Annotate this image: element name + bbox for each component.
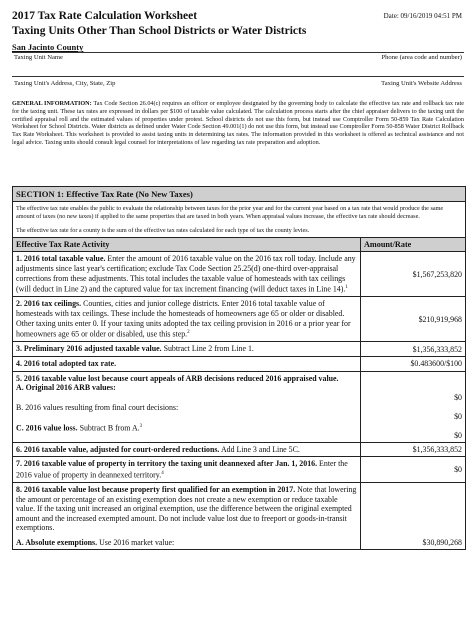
section1-desc-para1: The effective tax rate enables the public to evaluate the relationship between taxes for the prior year and for the current year based on a tax rate that would produce the same amount of taxes (no new taxes) if applied to the same properties that are taxed in both years. When appraisal values increase, the effective tax rate should decrease. bbox=[16, 205, 444, 220]
line6-text: Add Line 3 and Line 5C. bbox=[219, 444, 300, 454]
line5b-value: $0 bbox=[454, 411, 462, 421]
line3-title: 3. Preliminary 2016 adjusted taxable value. bbox=[16, 344, 162, 354]
table-row bbox=[13, 457, 465, 483]
line3-value: $1,356,333,852 bbox=[412, 344, 462, 354]
line1-title: 1. 2016 total taxable value. bbox=[16, 254, 106, 264]
general-information bbox=[12, 100, 464, 147]
worksheet-subtitle: Taxing Units Other Than School Districts or Water Districts bbox=[12, 25, 307, 37]
line5a-label: A. Original 2016 ARB values: bbox=[16, 383, 116, 393]
line6-value: $1,356,333,852 bbox=[412, 444, 462, 454]
line2-title: 2. 2016 tax ceilings. bbox=[16, 299, 82, 309]
table-row bbox=[13, 443, 465, 458]
website-label: Taxing Unit's Website Address bbox=[381, 80, 462, 87]
section1-table bbox=[12, 186, 466, 550]
table-row bbox=[13, 252, 465, 297]
table-row bbox=[13, 297, 465, 342]
line5-title: 5. 2016 taxable value lost because court appeals of ARB decisions reduced 2016 appraised value. bbox=[16, 373, 339, 383]
general-info-label: GENERAL INFORMATION: bbox=[12, 100, 92, 107]
worksheet-page bbox=[12, 10, 464, 548]
table-header-row bbox=[13, 238, 465, 253]
line8-title: 8. 2016 taxable value lost because property first qualified for an exemption in 2017. bbox=[16, 484, 296, 494]
line7-title: 7. 2016 taxable value of property in territory the taxing unit deannexed after Jan. 1, 2016. bbox=[16, 459, 318, 469]
line8a-title: A. Absolute exemptions. bbox=[16, 537, 98, 547]
section1-title: SECTION 1: Effective Tax Rate (No New Taxes) bbox=[13, 187, 465, 202]
taxing-unit-name-value: San Jacinto County bbox=[12, 42, 84, 52]
line5a-value: $0 bbox=[454, 392, 462, 402]
address-label: Taxing Unit's Address, City, State, Zip bbox=[14, 80, 116, 87]
section1-desc-para2: The effective tax rate for a county is the sum of the effective tax rates calculated for each type of tax the county levies. bbox=[16, 226, 310, 234]
line4-title: 4. 2016 total adopted tax rate. bbox=[16, 358, 117, 368]
line8-text: Note that lowering the amount or percentage of an existing exemption does not create a new exemption or reduce taxable value. If the taxing unit increased an original exemption, use the difference between the original exempted amount and the increased exempted amount. Do not include value lost due to freeport or goods-in-transit exemptions. bbox=[16, 484, 357, 533]
unit-name-label: Taxing Unit Name bbox=[14, 54, 63, 61]
line2-text: Counties, cities and junior college districts. Enter 2016 total taxable value of homesteads with tax ceilings. These include the homesteads of homeowners age 65 or older or disabled. Other taxing units enter 0. If your taxing units adopted the tax ceiling provision in 2016 or a prior year for homeowners age 65 or older or disabled, use this step. bbox=[16, 299, 351, 339]
line5c-title: C. 2016 value loss. bbox=[16, 423, 78, 433]
col-activity-header: Effective Tax Rate Activity bbox=[13, 238, 361, 252]
line5c-value: $0 bbox=[454, 430, 462, 440]
print-date: Date: 09/16/2019 04:51 PM bbox=[383, 12, 462, 20]
line1-value: $1,567,253,820 bbox=[412, 269, 462, 279]
line2-value: $210,919,968 bbox=[418, 314, 462, 324]
col-amount-header: Amount/Rate bbox=[361, 238, 465, 252]
line5c-footnote: 3 bbox=[139, 424, 143, 430]
table-row bbox=[13, 357, 465, 372]
general-info-text: Tax Code Section 26.04(c) requires an officer or employee designated by the governing body to calculate the effective tax rate and rollback tax rate for the taxing unit. These tax rates are expressed in dollars per $100 of taxable value calculated. The calculation process starts after the chief appraiser delivers to the taxing unit the certified appraisal roll and the estimated values of properties under protest. School districts do not use this form, but instead use Comptroller Form 50-859 Tax Rate Calculation Worksheet for School Districts. Water districts as defined under Water Code Section 49.001(1) do not use this form, but instead use Comptroller Form 50-858 Water District Rollback Tax Rate Worksheet. This worksheet is provided to assist taxing units in determining tax rates. The information provided in this worksheet is offered as technical assistance and not legal advice. Taxing units should consult legal counsel for interpretations of law regarding tax rate preparation and adoption. bbox=[12, 100, 464, 146]
phone-label: Phone (area code and number) bbox=[381, 54, 462, 61]
line6-title: 6. 2016 taxable value, adjusted for court-ordered reductions. bbox=[16, 444, 220, 454]
line4-value: $0.483600/$100 bbox=[410, 359, 462, 369]
worksheet-title: 2017 Tax Rate Calculation Worksheet bbox=[12, 10, 198, 22]
table-row bbox=[13, 483, 465, 550]
line7-text: Enter the 2016 value of property in deannexed territory. bbox=[16, 459, 348, 480]
line1-text: Enter the amount of 2016 taxable value on the 2016 tax roll today. Include any adjustments since last year's certification; exclude Tax Code Section 25.25(d) one-third over-appraisal corrections from these adjustments. This total includes the taxable value of homesteads with tax ceilings (will deduct in Line 2) and the captured value for tax increment financing (will deduct taxes in Line 14). bbox=[16, 254, 356, 294]
line3-text: Subtract Line 2 from Line 1. bbox=[161, 344, 254, 354]
line7-value: $0 bbox=[454, 465, 462, 474]
section1-description bbox=[13, 202, 465, 238]
line7-footnote: 4 bbox=[161, 470, 164, 476]
table-row bbox=[13, 342, 465, 357]
divider bbox=[12, 52, 464, 53]
line5c-text: Subtract B from A. bbox=[77, 423, 140, 433]
line8a-text: Use 2016 market value: bbox=[97, 537, 175, 547]
line8a-value: $30,890,268 bbox=[422, 538, 462, 548]
line2-footnote: 2 bbox=[187, 330, 190, 336]
line5b-label: B. 2016 values resulting from final court decisions: bbox=[16, 402, 179, 412]
table-row bbox=[13, 372, 465, 443]
line1-footnote: 1 bbox=[345, 285, 348, 291]
divider bbox=[12, 76, 464, 77]
header bbox=[12, 10, 464, 44]
